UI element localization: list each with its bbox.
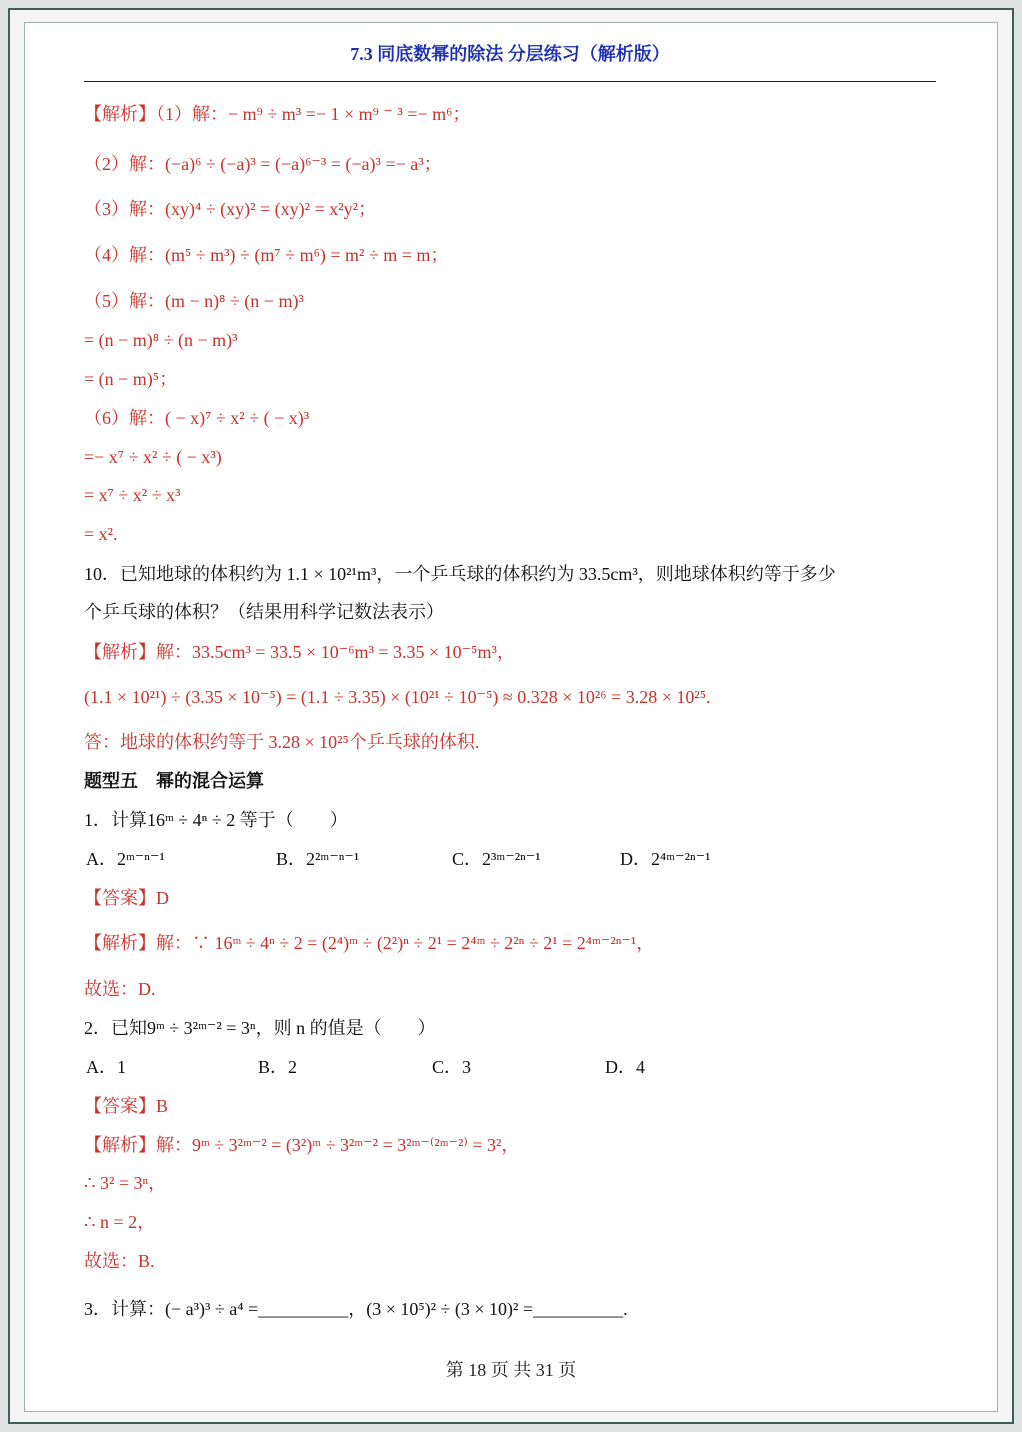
answer-conclusion: 答：地球的体积约等于 3.28 × 10²⁵个乒乓球的体积. <box>84 732 480 752</box>
answer-label: 【答案】D <box>84 888 169 908</box>
question-1-text: 1．计算16ᵐ ÷ 4ⁿ ÷ 2 等于（ ） <box>84 810 348 830</box>
q2-option-d: D．4 <box>605 1057 645 1077</box>
solution-line: ∴ n = 2， <box>84 1212 156 1232</box>
question-2-text: 2．已知9ᵐ ÷ 3²ᵐ⁻² = 3ⁿ，则 n 的值是（ ） <box>84 1018 436 1038</box>
q2-option-a: A．1 <box>86 1057 126 1077</box>
question-10-text-cont: 个乒乓球的体积？（结果用科学记数法表示） <box>84 602 444 622</box>
solution-line: （6）解：( − x)⁷ ÷ x² ÷ ( − x)³ <box>84 408 310 428</box>
solution-line: 故选：D. <box>84 979 156 999</box>
solution-line: = x². <box>84 524 118 544</box>
solution-line: 【解析】解：9ᵐ ÷ 3²ᵐ⁻² = (3²)ᵐ ÷ 3²ᵐ⁻² = 3²ᵐ⁻⁽²ᵐ⁻²⁾ = 3²， <box>84 1135 520 1155</box>
q1-option-b: B．2²ᵐ⁻ⁿ⁻¹ <box>276 849 360 869</box>
solution-line: (1.1 × 10²¹) ÷ (3.35 × 10⁻⁵) = (1.1 ÷ 3.35) × (10²¹ ÷ 10⁻⁵) ≈ 0.328 × 10²⁶ = 3.28 × 10²⁵. <box>84 687 711 707</box>
question-3-text: 3．计算：(− a³)³ ÷ a⁴ =__________，(3 × 10⁵)² ÷ (3 × 10)² =__________. <box>84 1299 628 1319</box>
solution-line: = (n − m)⁵； <box>84 369 178 389</box>
page-footer: 第 18 页 共 31 页 <box>445 1360 577 1380</box>
solution-line: 【解析】（1）解：− m⁹ ÷ m³ =− 1 × m⁹ ⁻ ³ =− m⁶； <box>84 104 471 124</box>
answer-label: 【答案】B <box>84 1096 169 1116</box>
solution-line: ∴ 3² = 3ⁿ， <box>84 1173 167 1193</box>
solution-line: （4）解：(m⁵ ÷ m³) ÷ (m⁷ ÷ m⁶) = m² ÷ m = m； <box>84 245 449 265</box>
section-heading: 题型五 幂的混合运算 <box>84 771 264 791</box>
document-page <box>24 22 998 1412</box>
solution-line: = x⁷ ÷ x² ÷ x³ <box>84 485 181 505</box>
q2-option-b: B．2 <box>258 1057 298 1077</box>
q1-option-a: A．2ᵐ⁻ⁿ⁻¹ <box>86 849 165 869</box>
solution-line: 【解析】解：33.5cm³ = 33.5 × 10⁻⁶m³ = 3.35 × 10⁻⁵m³， <box>84 642 515 662</box>
q2-option-c: C．3 <box>432 1057 472 1077</box>
solution-line: 故选：B. <box>84 1251 155 1271</box>
solution-line: （3）解：(xy)⁴ ÷ (xy)² = (xy)² = x²y²； <box>84 199 377 219</box>
question-10-text: 10．已知地球的体积约为 1.1 × 10²¹m³，一个乒乓球的体积约为 33.5cm³，则地球体积约等于多少 <box>84 564 836 584</box>
q1-option-c: C．2³ᵐ⁻²ⁿ⁻¹ <box>452 849 541 869</box>
solution-line: = (n − m)⁸ ÷ (n − m)³ <box>84 330 238 350</box>
solution-line: =− x⁷ ÷ x² ÷ ( − x³) <box>84 447 222 467</box>
solution-line: （5）解：(m − n)⁸ ÷ (n − m)³ <box>84 291 304 311</box>
solution-line: （2）解：(−a)⁶ ÷ (−a)³ = (−a)⁶⁻³ = (−a)³ =− a³； <box>84 154 442 174</box>
q1-option-d: D．2⁴ᵐ⁻²ⁿ⁻¹ <box>620 849 711 869</box>
header-divider <box>84 81 936 82</box>
page-title: 7.3 同底数幂的除法 分层练习（解析版） <box>350 44 670 64</box>
solution-line: 【解析】解：∵ 16ᵐ ÷ 4ⁿ ÷ 2 = (2⁴)ᵐ ÷ (2²)ⁿ ÷ 2¹ = 2⁴ᵐ ÷ 2²ⁿ ÷ 2¹ = 2⁴ᵐ⁻²ⁿ⁻¹， <box>84 933 655 953</box>
